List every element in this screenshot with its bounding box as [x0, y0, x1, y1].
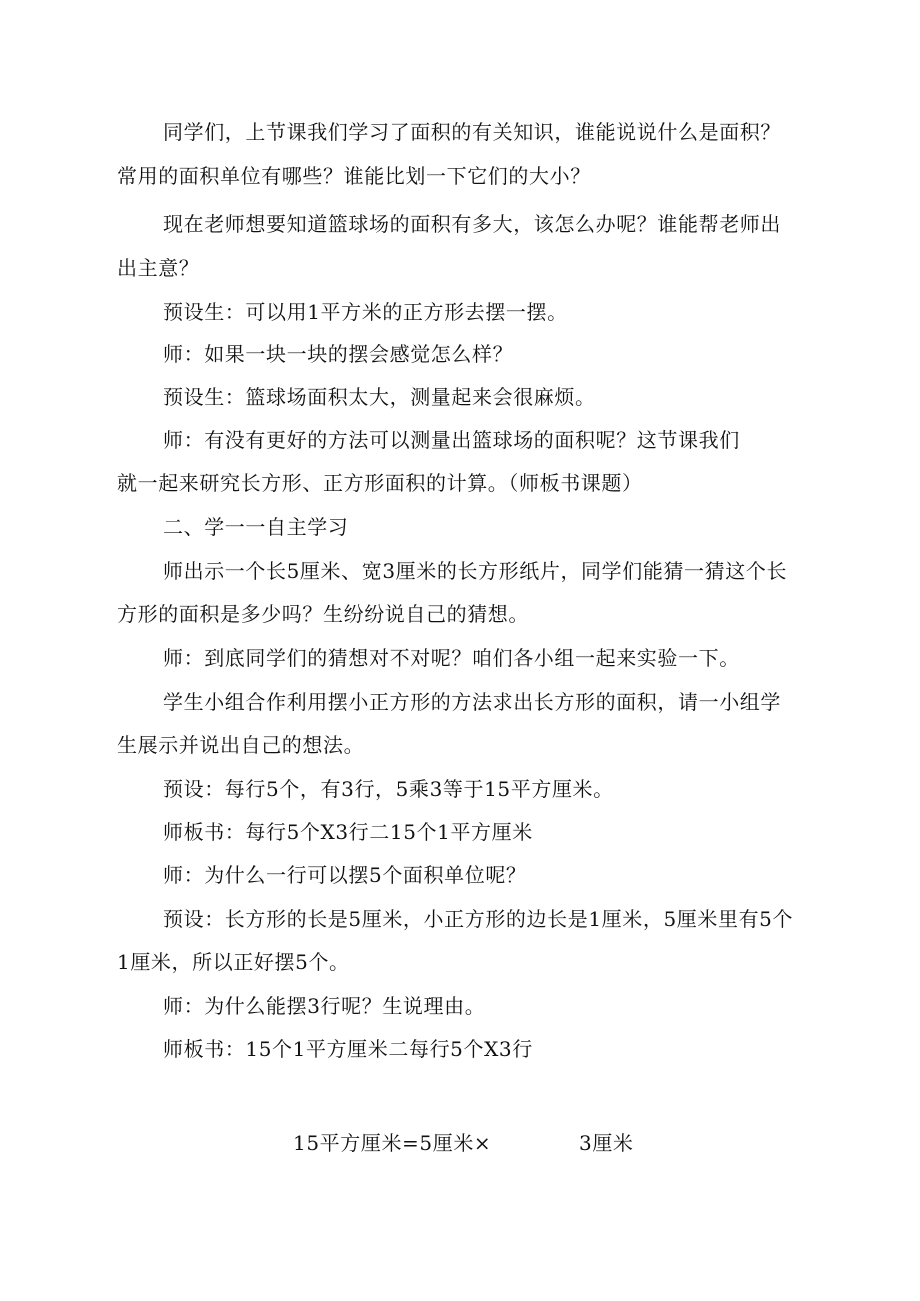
- paragraph-line: 学生小组合作利用摆小正方形的方法求出长方形的面积，请一小组学: [163, 690, 781, 714]
- paragraph-line: 出主意？: [117, 256, 200, 280]
- paragraph-line: 师板书：每行5个X3行二15个1平方厘米: [163, 820, 533, 844]
- paragraph-line: 同学们，上节课我们学习了面积的有关知识，谁能说说什么是面积？: [163, 120, 781, 144]
- paragraph-line: 师板书：15个1平方厘米二每行5个X3行: [163, 1037, 533, 1061]
- paragraph-line: 就一起来研究长方形、正方形面积的计算。（师板书课题）: [117, 471, 643, 495]
- paragraph-line: 预设：长方形的长是5厘米，小正方形的边长是1厘米，5厘米里有5个: [163, 907, 794, 931]
- paragraph-line: 师：有没有更好的方法可以测量出篮球场的面积呢？这节课我们: [163, 428, 740, 452]
- paragraph-line: 生展示并说出自己的想法。: [117, 733, 365, 757]
- paragraph-line: 预设生：可以用1平方米的正方形去摆一摆。: [163, 300, 568, 324]
- formula-left: 15平方厘米=5厘米×: [293, 1131, 492, 1155]
- formula-right: 3厘米: [579, 1131, 634, 1155]
- paragraph-line: 预设：每行5个，有3行，5乘3等于15平方厘米。: [163, 777, 614, 801]
- paragraph-line: 现在老师想要知道篮球场的面积有多大，该怎么办呢？谁能帮老师出: [163, 212, 781, 236]
- paragraph-line: 预设生：篮球场面积太大，测量起来会很麻烦。: [163, 385, 596, 409]
- paragraph-line: 师：如果一块一块的摆会感觉怎么样？: [163, 342, 514, 366]
- paragraph-line: 1厘米，所以正好摆5个。: [117, 950, 350, 974]
- section-heading: 二、学一一自主学习: [163, 515, 349, 539]
- paragraph-line: 师：到底同学们的猜想对不对呢？咱们各小组一起来实验一下。: [163, 646, 740, 670]
- paragraph-line: 师出示一个长5厘米、宽3厘米的长方形纸片，同学们能猜一猜这个长: [163, 559, 788, 583]
- paragraph-line: 常用的面积单位有哪些？谁能比划一下它们的大小？: [117, 164, 591, 188]
- paragraph-line: 方形的面积是多少吗？生纷纷说自己的猜想。: [117, 602, 529, 626]
- paragraph-line: 师：为什么一行可以摆5个面积单位呢？: [163, 863, 527, 887]
- paragraph-line: 师：为什么能摆3行呢？生说理由。: [163, 994, 486, 1018]
